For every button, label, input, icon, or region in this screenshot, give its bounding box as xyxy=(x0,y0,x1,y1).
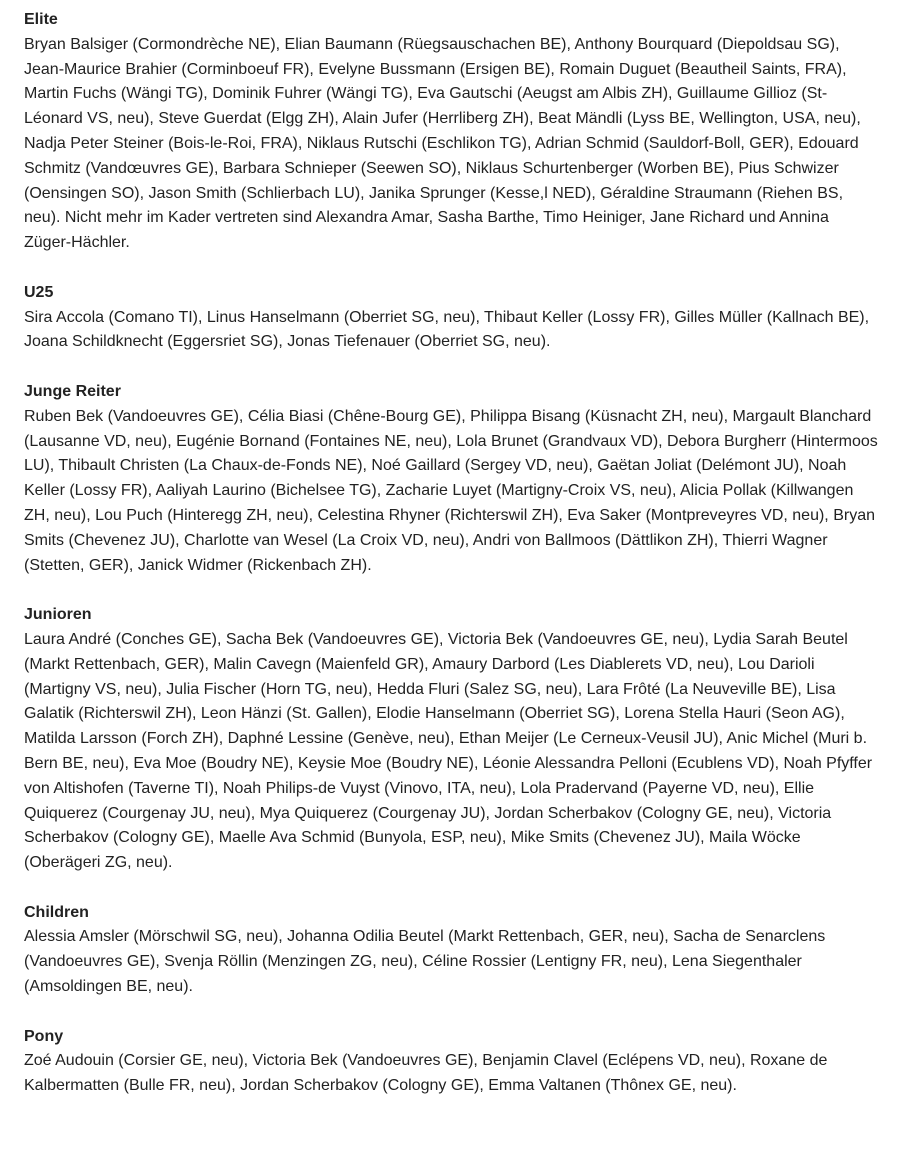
section-title: U25 xyxy=(24,283,54,301)
section-body: Bryan Balsiger (Cormondrèche NE), Elian Baumann (Rüegsauschachen BE), Anthony Bourquard (Diepoldsau SG), Jean-Maurice Brahier (Corminboeuf FR), Evelyne Bussmann (Ersigen BE), Romain Duguet (Beautheil Saints, FRA), Martin Fuchs (Wängi TG), Dominik Fuhrer (Wängi TG), Eva Gautschi (Aeugst am Albis ZH), Guillaume Gillioz (St-Léonard VS, neu), Steve Guerdat (Elgg ZH), Alain Jufer (Herrliberg ZH), Beat Mändli (Lyss BE, Wellington, USA, neu), Nadja Peter Steiner (Bois-le-Roi, FRA), Niklaus Rutschi (Eschlikon TG), Adrian Schmid (Sauldorf-Boll, GER), Edouard Schmitz (Vandœuvres GE), Barbara Schnieper (Seewen SO), Niklaus Schurtenberger (Worben BE), Pius Schwizer (Oensingen SO), Jason Smith (Schlierbach LU), Janika Sprunger (Kesse,l NED), Géraldine Straumann (Riehen BS, neu). Nicht mehr im Kader vertreten sind Alexandra Amar, Sasha Barthe, Timo Heiniger, Jane Richard und Annina Züger-Hächler. xyxy=(24,35,861,252)
section-junge-reiter xyxy=(24,380,880,578)
section-body: Ruben Bek (Vandoeuvres GE), Célia Biasi (Chêne-Bourg GE), Philippa Bisang (Küsnacht ZH, neu), Margault Blanchard (Lausanne VD, neu), Eugénie Bornand (Fontaines NE, neu), Lola Brunet (Grandvaux VD), Debora Burgherr (Hintermoos LU), Thibault Christen (La Chaux-de-Fonds NE), Noé Gaillard (Sergey VD, neu), Gaëtan Joliat (Delémont JU), Noah Keller (Lossy FR), Aaliyah Laurino (Bichelsee TG), Zacharie Luyet (Martigny-Croix VS, neu), Alicia Pollak (Killwangen ZH, neu), Lou Puch (Hinteregg ZH, neu), Celestina Rhyner (Richterswil ZH), Eva Saker (Montpreveyres VD, neu), Bryan Smits (Chevenez JU), Charlotte van Wesel (La Croix VD, neu), Andri von Ballmoos (Dättlikon ZH), Thierri Wagner (Stetten, GER), Janick Widmer (Rickenbach ZH). xyxy=(24,407,878,574)
section-body: Zoé Audouin (Corsier GE, neu), Victoria Bek (Vandoeuvres GE), Benjamin Clavel (Eclépens VD, neu), Roxane de Kalbermatten (Bulle FR, neu), Jordan Scherbakov (Cologny GE), Emma Valtanen (Thônex GE, neu). xyxy=(24,1052,828,1095)
section-body: Alessia Amsler (Mörschwil SG, neu), Johanna Odilia Beutel (Markt Rettenbach, GER, neu), Sacha de Senarclens (Vandoeuvres GE), Svenja Röllin (Menzingen ZG, neu), Céline Rossier (Lentigny FR, neu), Lena Siegenthaler (Amsoldingen BE, neu). xyxy=(24,928,826,996)
section-body: Laura André (Conches GE), Sacha Bek (Vandoeuvres GE), Victoria Bek (Vandoeuvres GE, neu), Lydia Sarah Beutel (Markt Rettenbach, GER), Malin Cavegn (Maienfeld GR), Amaury Darbord (Les Diablerets VD, neu), Lou Darioli (Martigny VS, neu), Julia Fischer (Horn TG, neu), Hedda Fluri (Salez SG, neu), Lara Frôté (La Neuveville BE), Lisa Galatik (Richterswil ZH), Leon Hänzi (St. Gallen), Elodie Hanselmann (Oberriet SG), Lorena Stella Hauri (Seon AG), Matilda Larsson (Forch ZH), Daphné Lessine (Genève, neu), Ethan Meijer (Le Cerneux-Veusil JU), Anic Michel (Muri b. Bern BE, neu), Eva Moe (Boudry NE), Keysie Moe (Boudry NE), Léonie Alessandra Pelloni (Ecublens VD), Noah Pfyffer von Altishofen (Taverne TI), Noah Philips-de Vuyst (Vinovo, ITA, neu), Lola Pradervand (Payerne VD, neu), Ellie Quiquerez (Courgenay JU, neu), Mya Quiquerez (Courgenay JU), Jordan Scherbakov (Cologny GE, neu), Victoria Scherbakov (Cologny GE), Maelle Ava Schmid (Bunyola, ESP, neu), Mike Smits (Chevenez JU), Maila Wöcke (Oberägeri ZG, neu). xyxy=(24,630,873,872)
section-title: Children xyxy=(24,903,89,921)
section-title: Junioren xyxy=(24,606,92,624)
section-elite xyxy=(24,8,880,256)
section-title: Elite xyxy=(24,11,58,28)
section-pony xyxy=(24,1025,880,1099)
section-junioren xyxy=(24,603,880,876)
section-children xyxy=(24,901,880,1000)
section-u25 xyxy=(24,281,880,355)
section-title: Pony xyxy=(24,1027,64,1045)
section-title: Junge Reiter xyxy=(24,382,121,400)
section-body: Sira Accola (Comano TI), Linus Hanselmann (Oberriet SG, neu), Thibaut Keller (Lossy FR), Gilles Müller (Kallnach BE), Joana Schildknecht (Eggersriet SG), Jonas Tiefenauer (Oberriet SG, neu). xyxy=(24,308,870,351)
article-body xyxy=(24,8,880,1124)
